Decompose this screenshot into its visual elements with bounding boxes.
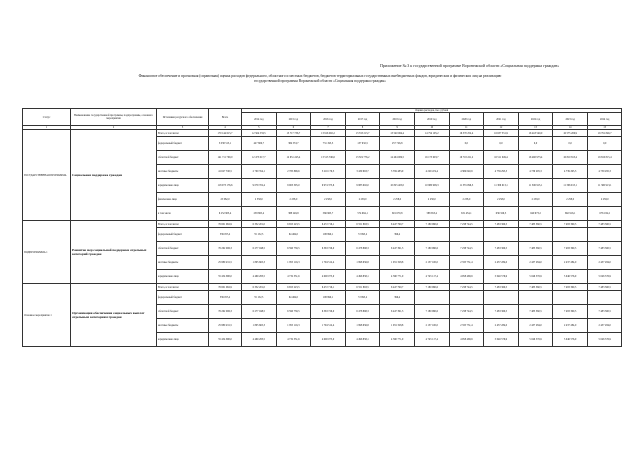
row-value (484, 291, 519, 305)
row-source: юридические лица (157, 270, 209, 284)
row-value: 6 277 048,5 (242, 242, 277, 256)
row-value: 2 258,0 (449, 193, 484, 207)
row-total: 76 262 906,3 (209, 305, 242, 319)
row-source: Всего, в том числе: (157, 130, 209, 137)
row-value: 5 046 576,9 (518, 270, 553, 284)
row-value: 13 540 064,4 (380, 130, 415, 137)
row-source: юридические лица (157, 179, 209, 193)
column-number: 1 (23, 126, 71, 130)
row-value: 566 965,7 (311, 207, 346, 221)
row-value: 7 238 744,5 (449, 305, 484, 319)
row-value: 7 483 360,5 (518, 221, 553, 228)
row-source: местные бюджеты (157, 256, 209, 270)
row-value: 6 277 048,5 (242, 305, 277, 319)
column-number: 14 (553, 126, 588, 130)
row-value: 0,0 (518, 137, 553, 151)
row-value: 4 739 295,3 (553, 165, 588, 179)
row-value (414, 291, 449, 305)
header-year: 2018 год (380, 113, 415, 126)
row-value: 384 553,7 (276, 137, 311, 151)
row-value: 2 258,0 (518, 193, 553, 207)
row-value: 0,0 (553, 137, 588, 151)
row-value: 1 794 512,4 (311, 256, 346, 270)
row-value: 388 249,8 (276, 207, 311, 221)
row-value: 676 184,2 (587, 207, 622, 221)
row-value: 9 883 902,0 (345, 179, 380, 193)
title-line-2: государственной программы Воронежской области «Социальная поддержка граждан» (254, 78, 386, 83)
row-value (518, 291, 553, 305)
row-value: 4 496 858,1 (345, 333, 380, 347)
header-year: 2020 год (449, 113, 484, 126)
row-value: 137 932,5 (345, 137, 380, 151)
row-value: 7 483 360,5 (484, 284, 519, 291)
column-number: 13 (518, 126, 553, 130)
row-value: 13 513 536,6 (311, 151, 346, 165)
row-value: 2 137 100,0 (414, 319, 449, 333)
row-value: 1 998 656,8 (345, 319, 380, 333)
row-value: 2 437 284,0 (484, 256, 519, 270)
row-value: 10 980 909,3 (414, 179, 449, 193)
header-year: 2021 год (484, 113, 519, 126)
row-value: 7 180 990,6 (414, 221, 449, 228)
column-number: 6 (276, 126, 311, 130)
row-value: 4 739 295,3 (518, 165, 553, 179)
row-value (449, 291, 484, 305)
row-value: 2 437 284,0 (518, 319, 553, 333)
row-value: 5 046 576,9 (518, 333, 553, 347)
row-value: 7 483 360,5 (587, 305, 622, 319)
row-source: Всего, в том числе: (157, 284, 209, 291)
row-value: 6 447 790,7 (380, 221, 415, 228)
column-number: 3 (157, 126, 209, 130)
appendix-note: Приложение № 3 к государственной программе Воронежской области «Социальная поддержка граждан» (380, 63, 560, 68)
row-value: 6 363 726,0 (311, 305, 346, 319)
row-value: 258 865,4 (242, 207, 277, 221)
row-value (518, 228, 553, 242)
row-value: 16 511 049,4 (484, 151, 519, 165)
header-year: 2015 год (276, 113, 311, 126)
row-value: 574 964,1 (345, 207, 380, 221)
row-value (414, 228, 449, 242)
row-value: 108 990,1 (311, 228, 346, 242)
row-value: 72 995,2 (345, 228, 380, 242)
row-value: 649 973,2 (518, 207, 553, 221)
row-value: 2 258,0 (484, 193, 519, 207)
row-total: 55 454 680,0 (209, 270, 242, 284)
row-value: 11 306 913,1 (587, 179, 622, 193)
row-value: 4 469 283,5 (242, 333, 277, 347)
row-value: 6 478 868,3 (345, 305, 380, 319)
row-value: 6 590 739,5 (276, 242, 311, 256)
row-source: федеральный бюджет (157, 291, 209, 305)
row-value: 11 355 096,3 (449, 179, 484, 193)
row-value: 11 306 913,1 (553, 179, 588, 193)
row-status: Основное мероприятие 1 (23, 284, 71, 347)
row-value: 16 370 252,4 (449, 130, 484, 137)
row-value: 7 483 360,5 (484, 221, 519, 228)
column-number: 2 (71, 126, 157, 130)
row-value: 3 439 663,7 (345, 165, 380, 179)
row-value: 13 319 776,2 (345, 151, 380, 165)
row-total: 6 252 903,4 (209, 207, 242, 221)
row-value: 1 931 328,8 (380, 319, 415, 333)
header-by-year: Оценка расходов, тыс. рублей (242, 109, 622, 113)
row-value: 5 046 576,9 (484, 270, 519, 284)
row-value (449, 228, 484, 242)
row-value: 55 152,5 (242, 291, 277, 305)
header-year: 2016 год (311, 113, 346, 126)
row-value: 7 483 360,5 (484, 305, 519, 319)
row-value: 7 483 360,5 (518, 242, 553, 256)
row-value: 2 437 284,0 (587, 319, 622, 333)
row-source: в том числе (157, 207, 209, 221)
row-value: 601 670,8 (380, 207, 415, 221)
row-value: 2 258,0 (345, 193, 380, 207)
row-value: 3 216 179,3 (311, 165, 346, 179)
row-value: 13 533 213,7 (345, 130, 380, 137)
row-value: 6 447 391,3 (380, 305, 415, 319)
row-total: 141 711 709,0 (209, 151, 242, 165)
row-total: 41 627 530,5 (209, 165, 242, 179)
row-name: Социальная поддержка граждан (71, 130, 157, 221)
row-value: 7 483 360,5 (587, 284, 622, 291)
column-number: 5 (242, 126, 277, 130)
row-source: федеральный бюджет (157, 137, 209, 151)
row-value (414, 137, 449, 151)
row-value: 7 483 360,5 (553, 221, 588, 228)
row-value: 6 551 863,5 (345, 221, 380, 228)
row-value: 2 437 284,0 (587, 256, 622, 270)
row-value: 10 825 405,0 (380, 179, 415, 193)
row-value: 588 653,4 (414, 207, 449, 221)
row-value: 1 805 665,3 (242, 319, 277, 333)
row-value: 399,4 (380, 291, 415, 305)
row-source: областной бюджет (157, 305, 209, 319)
column-number: 7 (311, 126, 346, 130)
row-value: 7 483 360,5 (587, 221, 622, 228)
column-number: 4 (209, 126, 242, 130)
header-total: Всего (209, 109, 242, 126)
row-value: 12 651 243,4 (276, 151, 311, 165)
column-number: 8 (345, 126, 380, 130)
row-value: 12 564 533,5 (242, 130, 277, 137)
header-year: 2022 год (518, 113, 553, 126)
row-value: 4 496 858,1 (345, 270, 380, 284)
row-value: 7 483 360,5 (553, 305, 588, 319)
row-value: 731 193,3 (311, 137, 346, 151)
row-value: 16 810 813,4 (553, 151, 588, 165)
row-value: 16 810 815,4 (587, 151, 622, 165)
row-value: 16 173 603,7 (414, 151, 449, 165)
row-value: 5 046 576,9 (587, 333, 622, 347)
header-year: 2023 год (553, 113, 588, 126)
row-total: 3 038 515,1 (209, 137, 242, 151)
row-value: 6 551 863,5 (345, 284, 380, 291)
row-name: Развитие мер социальной поддержки отдельных категорий граждан (71, 221, 157, 284)
row-total: 339 055,2 (209, 228, 242, 242)
row-name: Организация обеспечения социальных выплат отдельным категориям граждан (71, 284, 157, 347)
row-value: 14 754 195,2 (414, 130, 449, 137)
row-value: 0,0 (484, 137, 519, 151)
row-total: 55 454 680,0 (209, 333, 242, 347)
header-status: Статус (23, 109, 71, 126)
header-year: 2017 год (345, 113, 380, 126)
row-value: 6 332 201,0 (242, 284, 277, 291)
column-number: 10 (414, 126, 449, 130)
header-year: 2019 год (414, 113, 449, 126)
row-value: 4 739 295,3 (587, 165, 622, 179)
row-value: 4 732 331,6 (276, 270, 311, 284)
row-value: 7 180 990,6 (414, 284, 449, 291)
row-value: 6 655 223,5 (276, 284, 311, 291)
row-value: 2 258,0 (553, 193, 588, 207)
row-value: 427 806,7 (242, 137, 277, 151)
row-value: 2 437 284,0 (484, 319, 519, 333)
row-value: 1 855 116,3 (276, 319, 311, 333)
row-value: 5 046 576,9 (553, 270, 588, 284)
row-value: 2 258,0 (380, 193, 415, 207)
row-value: 2 258,0 (414, 193, 449, 207)
row-value: 14 404 009,5 (380, 151, 415, 165)
row-value: 13 916 902,2 (311, 130, 346, 137)
row-value: 16 718 221,2 (449, 151, 484, 165)
row-source: областной бюджет (157, 242, 209, 256)
row-value: 257 726,8 (380, 137, 415, 151)
row-value: 6 655 223,5 (276, 221, 311, 228)
row-value: 6 363 726,0 (311, 242, 346, 256)
row-value: 2 137 100,0 (414, 256, 449, 270)
row-value: 6 472 716,1 (311, 221, 346, 228)
row-value: 55 152,5 (242, 228, 277, 242)
row-total: 118 073 176,6 (209, 179, 242, 193)
row-value: 7 483 360,5 (518, 305, 553, 319)
row-value: 64 484,0 (276, 228, 311, 242)
row-total: 339 055,2 (209, 291, 242, 305)
header-year: 2014 год (242, 113, 277, 126)
row-value: 6 472 716,1 (311, 284, 346, 291)
row-value: 4 590 771,9 (380, 270, 415, 284)
row-value: 108 990,1 (311, 291, 346, 305)
row-value: 9 079 702,4 (242, 179, 277, 193)
row-source: Всего, в том числе: (157, 221, 209, 228)
row-value: 6 447 790,7 (380, 284, 415, 291)
row-value: 0,0 (587, 137, 622, 151)
row-value: 6 478 868,3 (345, 242, 380, 256)
column-number: 15 (587, 126, 622, 130)
row-value: 4 600 075,0 (311, 270, 346, 284)
row-value: 4 590 771,9 (380, 333, 415, 347)
row-value: 7 180 990,6 (414, 305, 449, 319)
row-value: 4 958 468,9 (449, 333, 484, 347)
row-value: 16 575 206,9 (553, 130, 588, 137)
row-value: 7 238 744,5 (449, 242, 484, 256)
row-value: 4 743 117,4 (414, 270, 449, 284)
row-value: 7 483 360,5 (553, 284, 588, 291)
row-value: 5 046 576,9 (553, 333, 588, 347)
row-value: 631 454,1 (449, 207, 484, 221)
row-value: 4 600 075,0 (311, 333, 346, 347)
row-value: 13 717 736,7 (276, 130, 311, 137)
document-title (40, 74, 600, 84)
row-status: ГОСУДАРСТВЕННАЯ ПРОГРАММА (23, 130, 71, 221)
row-value: 4 743 117,4 (414, 333, 449, 347)
column-number: 11 (449, 126, 484, 130)
row-value: 1 998 656,8 (345, 256, 380, 270)
table-row (23, 284, 622, 291)
row-value: 1 855 116,3 (276, 256, 311, 270)
row-value: 1 794 512,4 (311, 319, 346, 333)
row-value: 1 805 665,3 (242, 256, 277, 270)
row-value: 2 437 284,0 (518, 256, 553, 270)
row-value: 1 931 328,8 (380, 256, 415, 270)
row-total: 25 880 431,5 (209, 319, 242, 333)
row-value: 2 335 731,4 (449, 256, 484, 270)
row-value: 7 483 360,5 (553, 242, 588, 256)
row-value: 4 469 283,5 (242, 270, 277, 284)
row-total: 25 082,0 (209, 193, 242, 207)
funding-table (22, 108, 622, 347)
column-number: 9 (380, 126, 415, 130)
row-value (553, 228, 588, 242)
row-value: 6 590 739,5 (276, 305, 311, 319)
row-value: 636 329,3 (484, 207, 519, 221)
row-value: 2 258,0 (276, 193, 311, 207)
row-source: местные бюджеты (157, 165, 209, 179)
row-value: 11 306 913,1 (518, 179, 553, 193)
row-value: 7 483 360,5 (484, 242, 519, 256)
row-source: физические лица (157, 193, 209, 207)
row-value: 7 180 990,6 (414, 242, 449, 256)
row-value: 2 358,0 (242, 193, 277, 207)
row-value: 2 258,0 (311, 193, 346, 207)
column-number: 12 (484, 126, 519, 130)
header-name: Наименование государственной программы, подпрограммы, основного мероприятия (71, 109, 157, 126)
row-value: 16 460 973,4 (518, 151, 553, 165)
row-status: ПОДПРОГРАММА 1 (23, 221, 71, 284)
header-year: 2024 год (587, 113, 622, 126)
row-value: 6 447 391,3 (380, 242, 415, 256)
row-value: 16 791 846,7 (587, 130, 622, 137)
row-value: 4 229 474,4 (414, 165, 449, 179)
row-value: 7 238 744,5 (449, 284, 484, 291)
row-source: областной бюджет (157, 151, 209, 165)
row-total: 76 601 962,9 (209, 284, 242, 291)
row-value: 2 437 284,0 (553, 319, 588, 333)
row-value: 399,4 (380, 228, 415, 242)
row-value: 16 637 351,9 (484, 130, 519, 137)
row-value: 7 483 360,5 (518, 284, 553, 291)
row-total: 25 880 431,5 (209, 256, 242, 270)
row-value: 72 995,2 (345, 291, 380, 305)
row-value: 2 700 354,1 (242, 165, 277, 179)
title-line-1: Финансовое обеспечение и прогнозная (справочная) оценка расходов федерального, областного и местных бюджетов, бюджетов территориальных государственных внебюджетных фондов, юридических и физических лиц на реализацию (138, 74, 502, 78)
row-value: 662 916,1 (553, 207, 588, 221)
row-total: 76 601 962,9 (209, 221, 242, 228)
row-value: 5 046 576,9 (484, 333, 519, 347)
row-value: 7 483 360,5 (587, 242, 622, 256)
row-value: 3 359 483,9 (380, 165, 415, 179)
table-row (23, 130, 622, 137)
row-value: 5 046 576,9 (587, 270, 622, 284)
row-value: 7 238 744,5 (449, 221, 484, 228)
row-value: 64 484,0 (276, 291, 311, 305)
row-value: 9 903 305,0 (276, 179, 311, 193)
row-value: 12 475 017,7 (242, 151, 277, 165)
row-value (484, 228, 519, 242)
row-value: 9 974 375,6 (311, 179, 346, 193)
row-source: федеральный бюджет (157, 228, 209, 242)
row-total: 76 262 906,3 (209, 242, 242, 256)
row-source: местные бюджеты (157, 319, 209, 333)
row-value: 4 958 468,9 (449, 270, 484, 284)
row-value: 11 306 913,1 (484, 179, 519, 193)
row-value (587, 228, 622, 242)
header-source: Источники ресурсного обеспечения (157, 109, 209, 126)
row-source: юридические лица (157, 333, 209, 347)
row-value: 16 418 540,0 (518, 130, 553, 137)
row-value: 4 369 040,9 (449, 165, 484, 179)
row-value: 2 437 284,0 (553, 256, 588, 270)
row-value: 2 335 731,4 (449, 319, 484, 333)
table-row (23, 221, 622, 228)
row-value: 2 258,0 (587, 193, 622, 207)
row-value: 6 332 201,0 (242, 221, 277, 228)
row-value: 4 739 295,3 (484, 165, 519, 179)
row-value (587, 291, 622, 305)
row-value: 2 785 896,6 (276, 165, 311, 179)
row-value (553, 291, 588, 305)
row-value: 4 732 331,6 (276, 333, 311, 347)
row-total: 170 144 615,7 (209, 130, 242, 137)
row-value: 0,0 (449, 137, 484, 151)
